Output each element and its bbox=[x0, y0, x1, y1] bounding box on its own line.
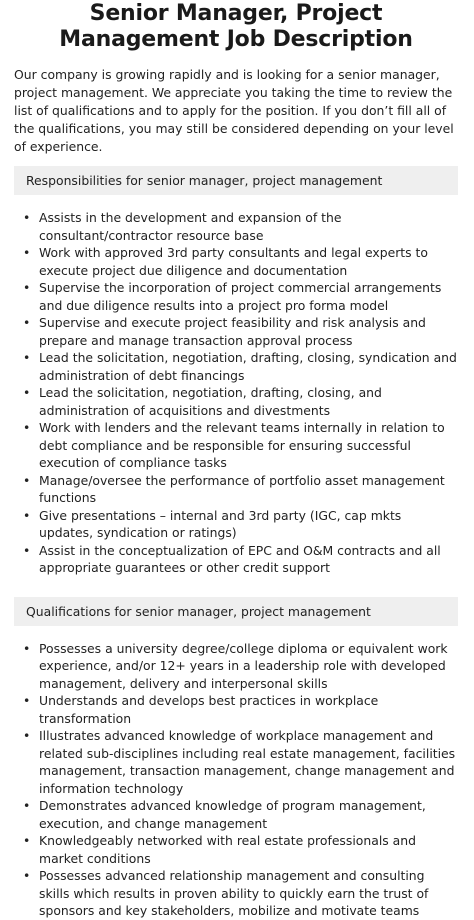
list-item bbox=[14, 867, 458, 920]
list-item-text: Possesses a university degree/college diploma or equivalent work experience, and/or 12+ years in a leadership role with developed management, delivery and interpersonal skills bbox=[39, 640, 448, 691]
bullet-icon: • bbox=[23, 472, 31, 488]
bullet-icon: • bbox=[23, 420, 31, 435]
bullet-icon: • bbox=[23, 693, 31, 708]
bullet-icon: • bbox=[23, 350, 31, 365]
bullet-icon: • bbox=[23, 280, 31, 295]
list-item-text: Lead the solicitation, negotiation, drafting, closing, and administration of acquisitions and divestments bbox=[39, 385, 382, 418]
list-item-text: Lead the solicitation, negotiation, drafting, closing, syndication and administration of debt financings bbox=[39, 350, 457, 383]
bullet-icon: • bbox=[23, 833, 31, 848]
list-item-text: Supervise the incorporation of project commercial arrangements and due diligence results into a project pro forma model bbox=[39, 280, 442, 313]
list-item bbox=[14, 349, 458, 384]
list-item bbox=[14, 472, 458, 507]
list-item-text: Assist in the conceptualization of EPC and O&M contracts and all appropriate guarantees or other credit support bbox=[39, 542, 441, 575]
list-item-text: Possesses advanced relationship management and consulting skills which results in proven ability to quickly earn the trust of sponsors and key stakeholders, mobilize and motivate teams bbox=[39, 868, 429, 918]
responsibilities-list bbox=[14, 209, 458, 577]
list-item bbox=[14, 244, 458, 279]
bullet-icon: • bbox=[23, 868, 31, 883]
bullet-icon: • bbox=[23, 728, 31, 743]
list-item bbox=[14, 419, 458, 472]
list-item-text: Give presentations – internal and 3rd party (IGC, cap mkts updates, syndication or ratings) bbox=[39, 507, 402, 540]
bullet-icon: • bbox=[23, 385, 31, 400]
qualifications-list bbox=[14, 640, 458, 920]
list-item bbox=[14, 209, 458, 244]
list-item-text: Demonstrates advanced knowledge of program management, execution, and change management bbox=[39, 798, 426, 831]
list-item-text: Supervise and execute project feasibility and risk analysis and prepare and manage transaction approval process bbox=[39, 315, 426, 348]
list-item bbox=[14, 640, 458, 693]
list-item-text: Assists in the development and expansion of the consultant/contractor resource base bbox=[39, 210, 342, 243]
list-item bbox=[14, 507, 458, 542]
list-item-text: Knowledgeably networked with real estate professionals and market conditions bbox=[39, 833, 416, 866]
bullet-icon: • bbox=[23, 315, 31, 330]
list-item-text: Work with lenders and the relevant teams internally in relation to debt compliance and be responsible for ensuring successful execution of compliance tasks bbox=[39, 420, 445, 470]
bullet-icon: • bbox=[23, 245, 31, 260]
responsibilities-heading: Responsibilities for senior manager, project management bbox=[14, 166, 458, 195]
list-item bbox=[14, 692, 458, 727]
page-title: Senior Manager, Project Management Job Description bbox=[59, 1, 413, 52]
list-item-text: Manage/oversee the performance of portfolio asset management functions bbox=[39, 472, 445, 505]
list-item bbox=[14, 314, 458, 349]
list-item bbox=[14, 384, 458, 419]
list-item bbox=[14, 832, 458, 867]
bullet-icon: • bbox=[23, 542, 31, 558]
bullet-icon: • bbox=[23, 640, 31, 656]
qualifications-heading: Qualifications for senior manager, project management bbox=[14, 597, 458, 626]
bullet-icon: • bbox=[23, 210, 31, 225]
list-item-text: Illustrates advanced knowledge of workplace management and related sub-disciplines including real estate management, facilities management, transaction management, change management and information technology bbox=[39, 728, 456, 796]
list-item-text: Work with approved 3rd party consultants and legal experts to execute project due diligence and documentation bbox=[39, 245, 428, 278]
list-item bbox=[14, 797, 458, 832]
bullet-icon: • bbox=[23, 798, 31, 813]
list-item bbox=[14, 542, 458, 577]
list-item bbox=[14, 279, 458, 314]
bullet-icon: • bbox=[23, 507, 31, 523]
list-item bbox=[14, 727, 458, 797]
list-item-text: Understands and develops best practices in workplace transformation bbox=[39, 693, 379, 726]
intro-paragraph: Our company is growing rapidly and is looking for a senior manager, project management. We appreciate you taking the time to review the list of qualifications and to apply for the position. If you don’t fill all of the qualifications, you may still be considered depending on your level of experience. bbox=[14, 67, 454, 154]
